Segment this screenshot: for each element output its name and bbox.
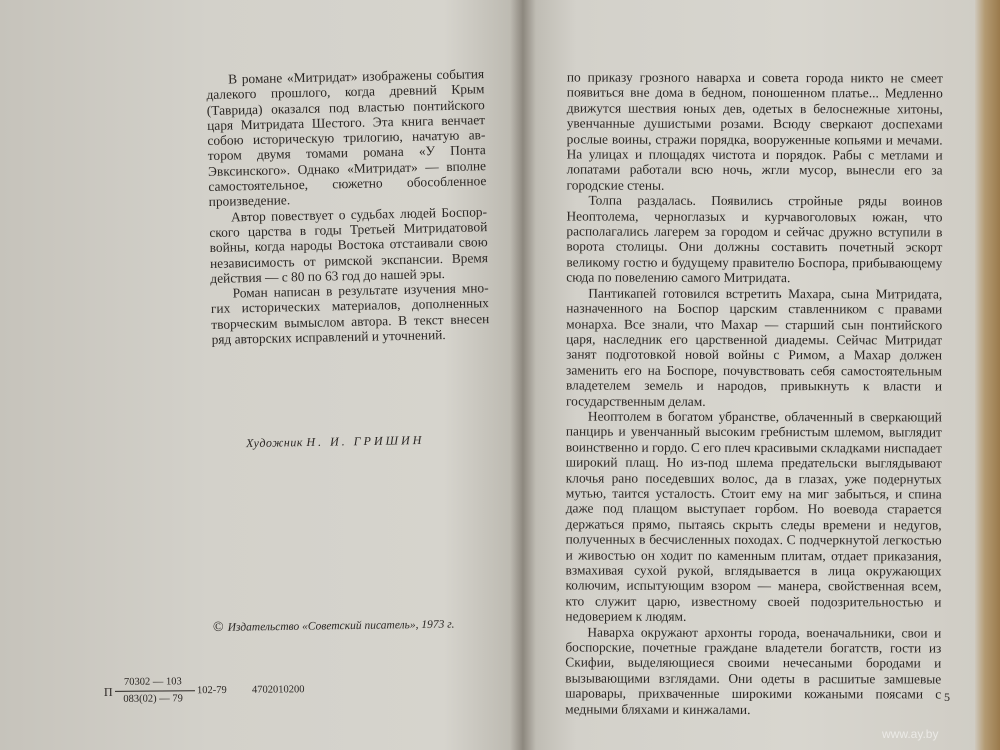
text-paragraph: Толпа раздалась. Появились стройные ряды воинов Неоптолема, черноглазых и курчавоголовых южан, что располагались лагерем за городом и сейчас дружно вступили в ворота столицы. Они должны составить почетный эскорт великому гостю и будущему правителю Боспора, прибывающему сюда по повелению самого Митридата. <box>566 192 943 286</box>
catalog-letter: П <box>103 684 113 700</box>
text-paragraph: по приказу грозного наварха и совета города никто не смеет появиться вне дома в бедном, поношенном платье... Медленно движутся шествия юных дев, одетых в белоснежные хитоны, увенчанные душистыми розами. Всюду сверкают доспехами рослые воины, стражи порядка, вооруженные копьями и мечами. На улицах и площадях чистота и порядок. Рабы с метлами и лопатами работали всю ночь, жгли мусор, вынесли его за городские стены. <box>566 69 943 193</box>
catalog-code: 102-79 <box>196 684 227 697</box>
illustrator-label: Художник <box>245 435 304 451</box>
copyright-text: Издательство «Советский писатель», 1973 г. <box>227 618 455 634</box>
abstract-paragraph: Роман написан в результате изучения многих исторических материалов, дополненных творческим вымыслом автора. В текст внесен ряд авторских исправлений и уточнений. <box>210 280 490 347</box>
illustrator-name: Н. И. ГРИШИН <box>306 432 425 450</box>
novel-text <box>565 70 943 718</box>
catalog-index <box>104 673 334 711</box>
catalog-isbn: 4702010200 <box>251 684 305 696</box>
book-abstract <box>206 66 490 347</box>
catalog-denominator: 083(02) — 79 <box>123 693 183 705</box>
text-paragraph: Пантикапей готовился встретить Махара, сына Митридата, назначенного на Боспор царским ставленником с правами монарха. Все знали, что Махар — старший сын понтийского царя, наследник его царственной диадемы. Сейчас Митридат занят подготовкой новой войны с Римом, а Махар должен заменить его на Боспоре, почувствовать себя самостоятельным владетелем земель и народов, привыкнуть к власти и государственным делам. <box>565 285 943 409</box>
book-gutter <box>510 0 536 750</box>
catalog-fraction-bar <box>115 690 195 692</box>
copyright-symbol: © <box>212 619 224 635</box>
watermark: www.ay.by <box>882 727 939 741</box>
abstract-paragraph: В романе «Митридат» изображены события далекого прошлого, когда древний Крым (Таврида) оказался под властью понтийского царя Митридата Шестого. Эта книга венчает собою историческую трилогию, начатую автором двумя томами романа «У Понта Эвксинского». Однако «Митридат» — вполне самостоятельное, сюжетно обособленное произведение. <box>206 66 487 210</box>
catalog-numerator: 70302 — 103 <box>123 676 182 688</box>
text-paragraph: Наварха окружают архонты города, военачальники, свои и боспорские, почетные граждане владетели богатств, гости из Скифии, выделяющиеся своими нечесаными бородами и вызывающими взглядами. Они одеты в расшитые замшевые шаровары, прихваченные широкими кожаными поясами с медными бляхами и кинжалами. <box>565 624 942 717</box>
text-paragraph: Неоптолем в богатом убранстве, облаченный в сверкающий панцирь и увенчанный высоким гребнистым шлемом, выглядит воинственно и гордо. С его плеч красивыми складками ниспадает широкий плащ. Но из-под шлема предательски выглядывают клочья рано поседевших волос, да в глазах, уже подернутых мутью, таится усталость. Стоит ему на миг забыться, и спина даже под плащом выступает горбом. Но воевода старается держаться прямо, пытаясь скрыть следы времени и недугов, полученных в бесчисленных походах. С подчеркнутой легкостью и живостью он ходит по каменным плитам, отдает приказания, взмахивая сухой рукой, вглядывается в лица окружающих колючим, испытующим взором — манера, свойственная всем, кто служит царю, известному своей подозрительностью и недоверием к людям. <box>565 408 942 625</box>
abstract-paragraph: Автор повествует о судьбах людей Боспорского царства в годы Третьей Митридатовой войны, когда народы Востока отстаивали свою независимость от римской экспансии. Время действия — с 80 по 63 год до нашей эры. <box>209 203 489 286</box>
page-stack-edge <box>975 0 1000 750</box>
page-number: 5 <box>944 690 950 704</box>
